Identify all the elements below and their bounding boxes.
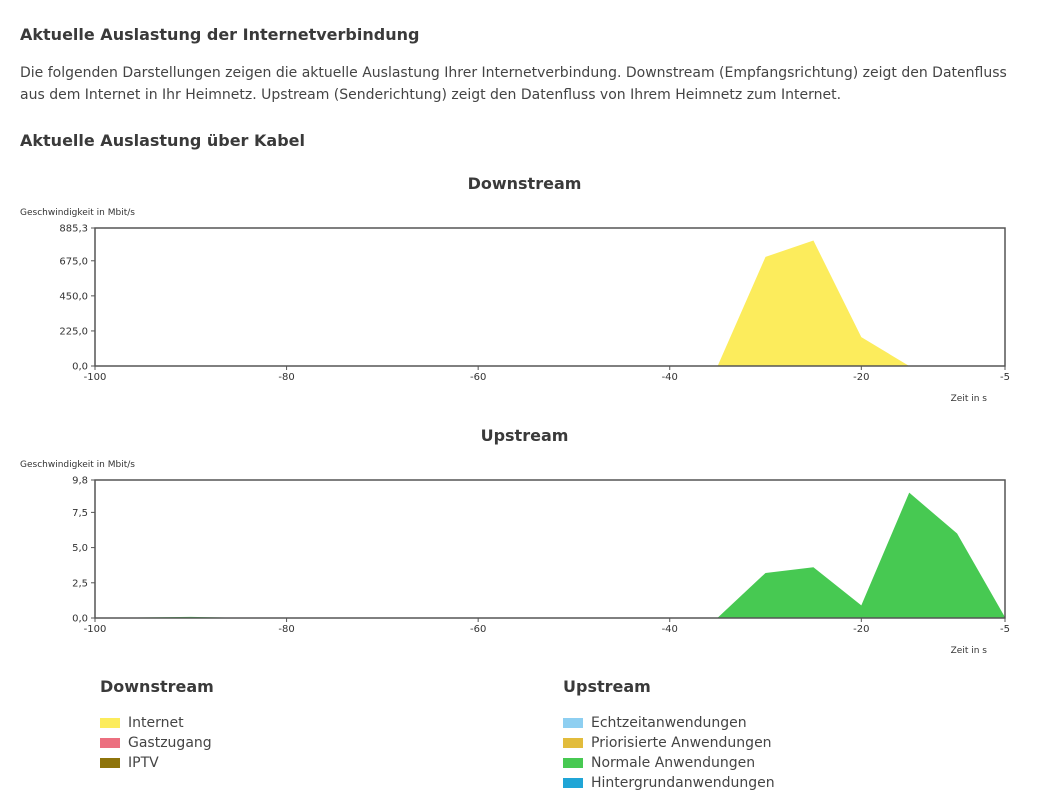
- legend-swatch: [563, 758, 583, 768]
- y-tick-label: 675,0: [59, 256, 88, 268]
- legend-label: Normale Anwendungen: [591, 755, 756, 771]
- x-tick-label: -20: [853, 624, 870, 635]
- y-axis-label: Geschwindigkeit in Mbit/s: [20, 208, 135, 218]
- legend-upstream: [563, 713, 775, 793]
- x-tick-label: -100: [83, 372, 107, 383]
- x-axis-label: Zeit in s: [950, 394, 987, 404]
- section-title: Aktuelle Auslastung der Internetverbindung: [20, 25, 420, 44]
- y-tick-label: 7,5: [72, 507, 88, 519]
- legend-swatch: [100, 738, 120, 748]
- legend-label: Priorisierte Anwendungen: [591, 735, 772, 751]
- legend-label: IPTV: [128, 755, 159, 771]
- y-axis-label: Geschwindigkeit in Mbit/s: [20, 460, 135, 470]
- legend-swatch: [100, 758, 120, 768]
- x-tick-label: -80: [278, 372, 295, 383]
- x-tick-label: -40: [661, 372, 678, 383]
- y-tick-label: 885,3: [59, 223, 88, 235]
- y-tick-label: 450,0: [59, 291, 88, 303]
- x-tick-label: -80: [278, 624, 295, 635]
- x-tick-label: -60: [469, 624, 487, 635]
- x-tick-label: -60: [469, 372, 487, 383]
- legend-swatch: [563, 718, 583, 728]
- y-tick-label: 9,8: [72, 475, 88, 487]
- legend-downstream: [100, 713, 212, 773]
- legend-swatch: [100, 718, 120, 728]
- legend-item: [563, 713, 775, 733]
- legend-item: [563, 753, 775, 773]
- legend-item: [100, 753, 212, 773]
- upstream-chart-title: Upstream: [480, 426, 569, 445]
- x-tick-label: -5: [1000, 624, 1010, 635]
- downstream-chart-title: Downstream: [467, 174, 582, 193]
- legend-upstream-title: Upstream: [563, 677, 651, 696]
- legend-swatch: [563, 778, 583, 788]
- legend-item: [100, 733, 212, 753]
- x-tick-label: -5: [1000, 372, 1010, 383]
- y-tick-label: 0,0: [72, 361, 88, 373]
- legend-label: Internet: [128, 715, 184, 731]
- y-tick-label: 0,0: [72, 613, 88, 625]
- legend-item: [100, 713, 212, 733]
- legend-label: Gastzugang: [128, 735, 212, 751]
- downstream-chart: [0, 200, 1049, 410]
- legend-swatch: [563, 738, 583, 748]
- y-tick-label: 2,5: [72, 578, 88, 590]
- legend-label: Hintergrundanwendungen: [591, 775, 775, 791]
- series-area-normale-anwendungen: [95, 493, 1005, 618]
- legend-label: Echtzeitanwendungen: [591, 715, 747, 731]
- legend-downstream-title: Downstream: [100, 677, 214, 696]
- legend-item: [563, 773, 775, 793]
- x-tick-label: -40: [661, 624, 678, 635]
- y-tick-label: 5,0: [72, 543, 88, 555]
- subsection-title: Aktuelle Auslastung über Kabel: [20, 131, 305, 150]
- x-tick-label: -20: [853, 372, 870, 383]
- x-tick-label: -100: [83, 624, 107, 635]
- series-area-internet: [95, 241, 1005, 366]
- intro-text: Die folgenden Darstellungen zeigen die aktuelle Auslastung Ihrer Internetverbindung. Downstream (Empfangsrichtung) zeigt den Datenfluss aus dem Internet in Ihr Heimnetz. Upstream (Senderichtung) zeigt den Datenfluss von Ihrem Heimnetz zum Internet.: [20, 65, 1007, 103]
- x-axis-label: Zeit in s: [950, 646, 987, 656]
- legend-item: [563, 733, 775, 753]
- y-tick-label: 225,0: [59, 326, 88, 338]
- upstream-chart: [0, 452, 1049, 662]
